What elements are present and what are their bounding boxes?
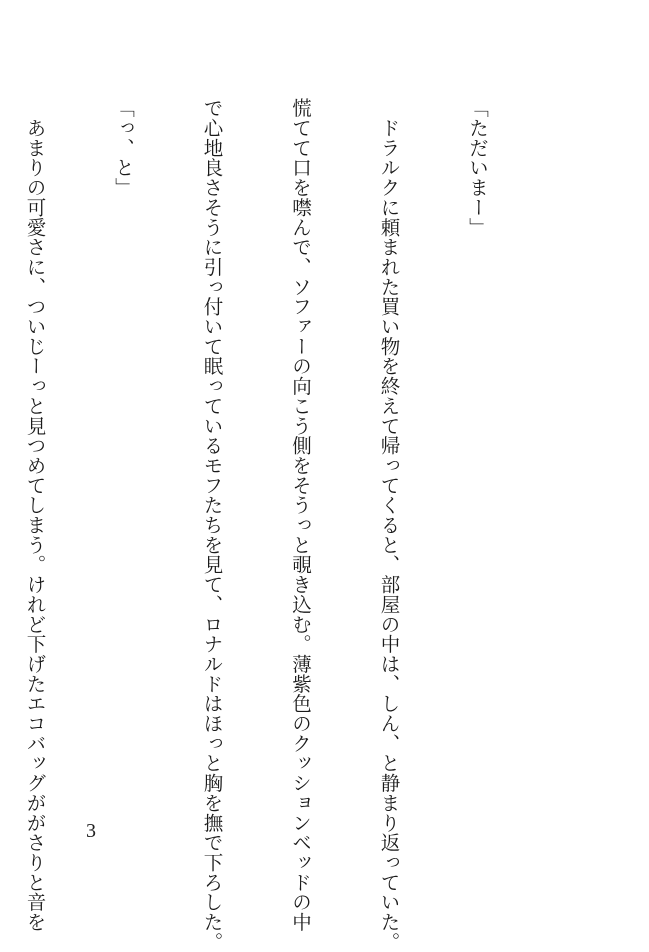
page-number: 3 (86, 820, 96, 842)
text-line: 慌てて口を噤んで、ソファーの向こう側をそうっと覗き込む。薄紫色のクッションベッドの中 (289, 98, 312, 932)
text-line: 「ただいまー」 (466, 98, 489, 237)
text-line: 「っ、と」 (112, 98, 135, 198)
text-line: あまりの可愛さに、ついじーっと見つめてしまう。けれど下げたエコバッグががさりと音を (23, 98, 47, 932)
vertical-text-block (0, 98, 551, 952)
text-line: で心地良さそうに引っ付いて眠っているモフたちを見て、ロナルドはほっと胸を撫で下ろした。 (200, 98, 224, 952)
text-line: ドラルクに頼まれた買い物を終えて帰ってくると、部屋の中は、しん、と静まり返っていた。 (377, 98, 401, 952)
